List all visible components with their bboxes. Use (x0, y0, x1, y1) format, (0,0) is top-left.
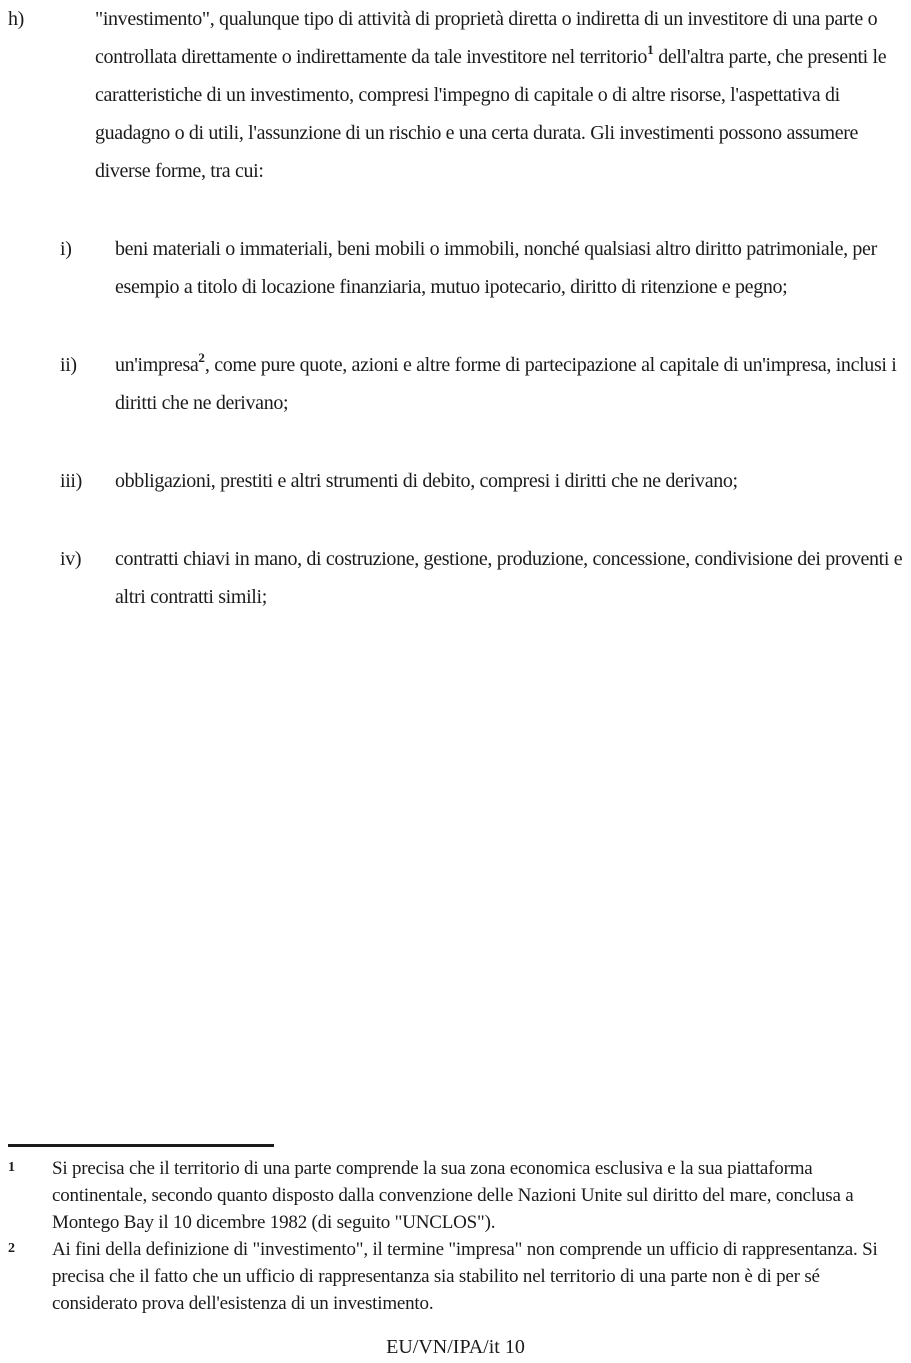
list-item-i-label: i) (60, 238, 72, 260)
footnote-2-marker: 2 (8, 1241, 15, 1256)
list-item-iv-text: contratti chiavi in mano, di costruzione, gestione, produzione, concessione, condivisione dei proventi e altri contratti simili; (115, 548, 903, 608)
footnote-2-text: Ai fini della definizione di "investimento", il termine "impresa" non comprende un ufficio di rappresentanza. Si precisa che il fatto che un ufficio di rappresentanza sia stabilito nel territorio di una parte non è di per sé considerato prova dell'esistenza di un investimento. (52, 1239, 878, 1314)
footnote-1-marker: 1 (8, 1160, 15, 1175)
footnote-list (0, 1155, 911, 1317)
footnote-1-text: Si precisa che il territorio di una parte comprende la sua zona economica esclusiva e la sua piattaforma continentale, secondo quanto disposto dalla convenzione delle Nazioni Unite sul diritto del mare, conclusa a Montego Bay il 10 dicembre 1982 (di seguito "UNCLOS"). (52, 1158, 854, 1233)
list-item-iii-label: iii) (60, 470, 82, 492)
list-item-ii (0, 346, 911, 422)
list-item-ii-label: ii) (60, 354, 77, 376)
list-item-ii-text (115, 346, 911, 422)
footnotes-section (0, 1144, 911, 1317)
list-item-ii-text-segment-2: , come pure quote, azioni e altre forme di partecipazione al capitale di un'impresa, inclusi i diritti che ne derivano; (115, 354, 897, 414)
list-item-i-text: beni materiali o immateriali, beni mobili o immobili, nonché qualsiasi altro diritto patrimoniale, per esempio a titolo di locazione finanziaria, mutuo ipotecario, diritto di ritenzione e pegno; (115, 238, 877, 298)
footnote-1 (0, 1155, 911, 1236)
footnote-separator-rule (8, 1144, 274, 1147)
clause-h (0, 0, 911, 190)
document-body (0, 0, 911, 656)
clause-h-label: h) (8, 8, 24, 30)
list-item-iv (0, 540, 911, 616)
page-footer: EU/VN/IPA/it 10 (386, 1336, 525, 1358)
list-item-ii-text-segment-1: un'impresa (115, 354, 199, 376)
clause-h-text-segment-1: "investimento", qualunque tipo di attività di proprietà diretta o indiretta di un investitore di una parte o controllata direttamente o indirettamente da tale investitore nel territorio (95, 8, 878, 68)
list-item-iii (0, 462, 911, 500)
clause-h-text (95, 0, 911, 190)
list-item-iii-text: obbligazioni, prestiti e altri strumenti di debito, compresi i diritti che ne derivano; (115, 470, 738, 492)
list-item-i (0, 230, 911, 306)
list-item-iv-label: iv) (60, 548, 82, 570)
footnote-2 (0, 1236, 911, 1317)
footnote-ref-1: 1 (647, 42, 654, 58)
footnote-ref-2: 2 (198, 350, 205, 366)
clause-h-text-segment-2: dell'altra parte, che presenti le caratteristiche di un investimento, compresi l'impegno di capitale o di altre risorse, l'aspettativa di guadagno o di utili, l'assunzione di un rischio e una certa durata. Gli investimenti possono assumere diverse forme, tra cui: (95, 46, 887, 182)
